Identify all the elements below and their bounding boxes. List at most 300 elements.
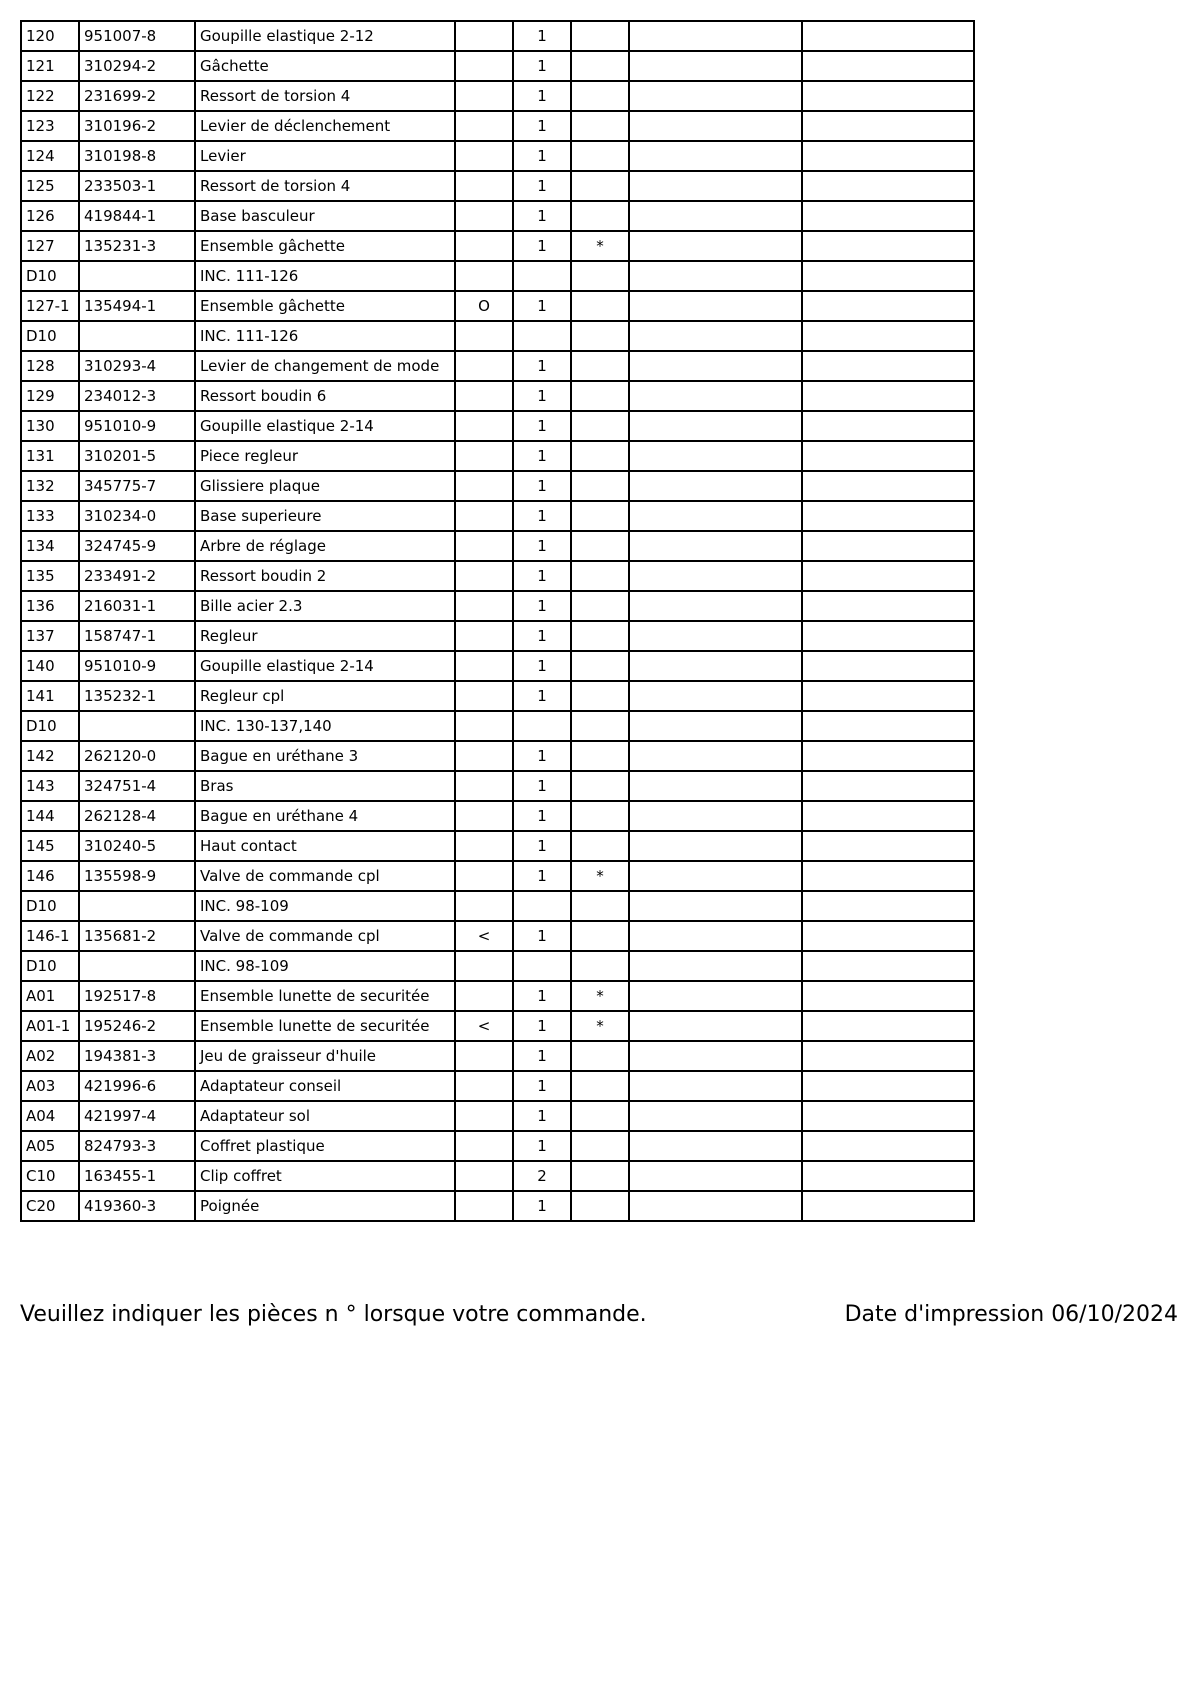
qty-cell: 1: [513, 681, 571, 711]
qty-cell: 1: [513, 141, 571, 171]
description-cell: Regleur: [195, 621, 455, 651]
part-no-cell: 135681-2: [79, 921, 195, 951]
note-cell: [455, 351, 513, 381]
description-cell: Valve de commande cpl: [195, 921, 455, 951]
description-cell: Bras: [195, 771, 455, 801]
part-no-cell: 324745-9: [79, 531, 195, 561]
mark-cell: [571, 741, 629, 771]
part-no-cell: 951010-9: [79, 651, 195, 681]
description-cell: Base basculeur: [195, 201, 455, 231]
item-no-cell: 141: [21, 681, 79, 711]
qty-cell: [513, 261, 571, 291]
note-cell: O: [455, 291, 513, 321]
table-row: [21, 381, 974, 411]
part-no-cell: 310201-5: [79, 441, 195, 471]
description-cell: Levier: [195, 141, 455, 171]
part-no-cell: 951010-9: [79, 411, 195, 441]
qty-cell: 1: [513, 81, 571, 111]
item-no-cell: C20: [21, 1191, 79, 1221]
extra-cell-1: [629, 771, 802, 801]
part-no-cell: 324751-4: [79, 771, 195, 801]
description-cell: Glissiere plaque: [195, 471, 455, 501]
extra-cell-1: [629, 741, 802, 771]
table-row: [21, 561, 974, 591]
mark-cell: [571, 831, 629, 861]
item-no-cell: 127: [21, 231, 79, 261]
part-no-cell: 234012-3: [79, 381, 195, 411]
part-no-cell: [79, 261, 195, 291]
table-row: [21, 891, 974, 921]
qty-cell: 1: [513, 741, 571, 771]
part-no-cell: [79, 711, 195, 741]
extra-cell-2: [802, 381, 974, 411]
description-cell: Ressort boudin 2: [195, 561, 455, 591]
note-cell: [455, 261, 513, 291]
extra-cell-1: [629, 111, 802, 141]
extra-cell-1: [629, 51, 802, 81]
mark-cell: *: [571, 231, 629, 261]
extra-cell-1: [629, 711, 802, 741]
qty-cell: 1: [513, 621, 571, 651]
note-cell: <: [455, 1011, 513, 1041]
qty-cell: 1: [513, 561, 571, 591]
qty-cell: 1: [513, 1071, 571, 1101]
table-row: [21, 141, 974, 171]
qty-cell: 1: [513, 1011, 571, 1041]
extra-cell-2: [802, 831, 974, 861]
qty-cell: 1: [513, 291, 571, 321]
table-row: [21, 651, 974, 681]
item-no-cell: 120: [21, 21, 79, 51]
extra-cell-2: [802, 201, 974, 231]
description-cell: Haut contact: [195, 831, 455, 861]
description-cell: Goupille elastique 2-14: [195, 411, 455, 441]
note-cell: [455, 951, 513, 981]
item-no-cell: 136: [21, 591, 79, 621]
mark-cell: [571, 801, 629, 831]
part-no-cell: 345775-7: [79, 471, 195, 501]
mark-cell: [571, 891, 629, 921]
extra-cell-2: [802, 51, 974, 81]
extra-cell-1: [629, 81, 802, 111]
part-no-cell: 135598-9: [79, 861, 195, 891]
table-row: [21, 921, 974, 951]
qty-cell: 1: [513, 231, 571, 261]
mark-cell: [571, 51, 629, 81]
description-cell: Coffret plastique: [195, 1131, 455, 1161]
note-cell: [455, 1071, 513, 1101]
part-no-cell: 310198-8: [79, 141, 195, 171]
part-no-cell: [79, 951, 195, 981]
table-row: [21, 951, 974, 981]
table-row: [21, 681, 974, 711]
item-no-cell: 128: [21, 351, 79, 381]
part-no-cell: 158747-1: [79, 621, 195, 651]
qty-cell: [513, 891, 571, 921]
description-cell: Ensemble lunette de securitée: [195, 981, 455, 1011]
table-row: [21, 1131, 974, 1161]
extra-cell-2: [802, 891, 974, 921]
part-no-cell: 824793-3: [79, 1131, 195, 1161]
qty-cell: 1: [513, 201, 571, 231]
note-cell: [455, 591, 513, 621]
extra-cell-2: [802, 861, 974, 891]
part-no-cell: 310294-2: [79, 51, 195, 81]
item-no-cell: A05: [21, 1131, 79, 1161]
note-cell: [455, 531, 513, 561]
table-row: [21, 1011, 974, 1041]
extra-cell-1: [629, 1191, 802, 1221]
item-no-cell: D10: [21, 261, 79, 291]
note-cell: [455, 471, 513, 501]
part-no-cell: 310196-2: [79, 111, 195, 141]
mark-cell: [571, 711, 629, 741]
note-cell: [455, 51, 513, 81]
description-cell: Base superieure: [195, 501, 455, 531]
note-cell: [455, 501, 513, 531]
table-row: [21, 471, 974, 501]
qty-cell: 2: [513, 1161, 571, 1191]
note-cell: [455, 831, 513, 861]
part-no-cell: 419360-3: [79, 1191, 195, 1221]
description-cell: Levier de déclenchement: [195, 111, 455, 141]
extra-cell-1: [629, 831, 802, 861]
part-no-cell: 194381-3: [79, 1041, 195, 1071]
item-no-cell: 123: [21, 111, 79, 141]
note-cell: [455, 801, 513, 831]
print-date: Date d'impression 06/10/2024: [844, 1302, 1178, 1327]
part-no-cell: 310240-5: [79, 831, 195, 861]
item-no-cell: D10: [21, 711, 79, 741]
note-cell: [455, 321, 513, 351]
mark-cell: [571, 621, 629, 651]
description-cell: Poignée: [195, 1191, 455, 1221]
description-cell: Ressort de torsion 4: [195, 171, 455, 201]
extra-cell-2: [802, 1011, 974, 1041]
table-row: [21, 591, 974, 621]
mark-cell: [571, 591, 629, 621]
qty-cell: 1: [513, 591, 571, 621]
table-row: [21, 861, 974, 891]
qty-cell: [513, 711, 571, 741]
note-cell: [455, 81, 513, 111]
extra-cell-2: [802, 591, 974, 621]
note-cell: [455, 1191, 513, 1221]
item-no-cell: 125: [21, 171, 79, 201]
qty-cell: 1: [513, 111, 571, 141]
qty-cell: 1: [513, 1191, 571, 1221]
item-no-cell: 130: [21, 411, 79, 441]
part-no-cell: 233503-1: [79, 171, 195, 201]
mark-cell: *: [571, 1011, 629, 1041]
extra-cell-1: [629, 921, 802, 951]
extra-cell-2: [802, 21, 974, 51]
extra-cell-2: [802, 321, 974, 351]
extra-cell-1: [629, 351, 802, 381]
extra-cell-2: [802, 291, 974, 321]
item-no-cell: 129: [21, 381, 79, 411]
qty-cell: 1: [513, 411, 571, 441]
mark-cell: *: [571, 861, 629, 891]
part-no-cell: 310234-0: [79, 501, 195, 531]
extra-cell-2: [802, 921, 974, 951]
qty-cell: 1: [513, 921, 571, 951]
table-row: [21, 1101, 974, 1131]
mark-cell: [571, 291, 629, 321]
table-row: [21, 801, 974, 831]
description-cell: Piece regleur: [195, 441, 455, 471]
mark-cell: [571, 1071, 629, 1101]
qty-cell: 1: [513, 831, 571, 861]
extra-cell-2: [802, 801, 974, 831]
extra-cell-1: [629, 141, 802, 171]
extra-cell-1: [629, 501, 802, 531]
qty-cell: 1: [513, 531, 571, 561]
part-no-cell: 262120-0: [79, 741, 195, 771]
part-no-cell: 135232-1: [79, 681, 195, 711]
part-no-cell: 262128-4: [79, 801, 195, 831]
note-cell: [455, 201, 513, 231]
mark-cell: [571, 1161, 629, 1191]
table-row: [21, 111, 974, 141]
table-row: [21, 51, 974, 81]
item-no-cell: 124: [21, 141, 79, 171]
extra-cell-2: [802, 81, 974, 111]
table-row: [21, 291, 974, 321]
note-cell: [455, 171, 513, 201]
extra-cell-1: [629, 681, 802, 711]
description-cell: Valve de commande cpl: [195, 861, 455, 891]
mark-cell: [571, 261, 629, 291]
item-no-cell: 145: [21, 831, 79, 861]
mark-cell: [571, 81, 629, 111]
part-no-cell: [79, 891, 195, 921]
extra-cell-1: [629, 531, 802, 561]
mark-cell: [571, 381, 629, 411]
note-cell: [455, 771, 513, 801]
extra-cell-2: [802, 561, 974, 591]
note-cell: [455, 1101, 513, 1131]
item-no-cell: 142: [21, 741, 79, 771]
extra-cell-1: [629, 471, 802, 501]
table-row: [21, 1161, 974, 1191]
extra-cell-2: [802, 351, 974, 381]
item-no-cell: 143: [21, 771, 79, 801]
table-row: [21, 201, 974, 231]
mark-cell: [571, 1101, 629, 1131]
note-cell: [455, 711, 513, 741]
qty-cell: 1: [513, 651, 571, 681]
mark-cell: [571, 21, 629, 51]
part-no-cell: 135494-1: [79, 291, 195, 321]
extra-cell-2: [802, 681, 974, 711]
description-cell: Goupille elastique 2-12: [195, 21, 455, 51]
part-no-cell: 216031-1: [79, 591, 195, 621]
table-row: [21, 261, 974, 291]
mark-cell: [571, 441, 629, 471]
item-no-cell: 131: [21, 441, 79, 471]
table-row: [21, 1191, 974, 1221]
qty-cell: [513, 321, 571, 351]
note-cell: [455, 681, 513, 711]
table-row: [21, 831, 974, 861]
item-no-cell: 134: [21, 531, 79, 561]
extra-cell-2: [802, 471, 974, 501]
extra-cell-1: [629, 1101, 802, 1131]
extra-cell-1: [629, 561, 802, 591]
extra-cell-2: [802, 171, 974, 201]
parts-table: [20, 20, 975, 1222]
item-no-cell: 132: [21, 471, 79, 501]
note-cell: <: [455, 921, 513, 951]
qty-cell: 1: [513, 51, 571, 81]
extra-cell-1: [629, 951, 802, 981]
description-cell: Levier de changement de mode: [195, 351, 455, 381]
description-cell: Bague en uréthane 3: [195, 741, 455, 771]
note-cell: [455, 141, 513, 171]
order-instruction-note: Veuillez indiquer les pièces n ° lorsque votre commande.: [20, 1302, 647, 1327]
note-cell: [455, 981, 513, 1011]
extra-cell-2: [802, 441, 974, 471]
extra-cell-1: [629, 201, 802, 231]
extra-cell-1: [629, 591, 802, 621]
table-row: [21, 621, 974, 651]
part-no-cell: 421997-4: [79, 1101, 195, 1131]
description-cell: Arbre de réglage: [195, 531, 455, 561]
mark-cell: [571, 501, 629, 531]
qty-cell: 1: [513, 1101, 571, 1131]
note-cell: [455, 441, 513, 471]
part-no-cell: 135231-3: [79, 231, 195, 261]
extra-cell-1: [629, 321, 802, 351]
extra-cell-1: [629, 891, 802, 921]
extra-cell-2: [802, 651, 974, 681]
description-cell: Adaptateur conseil: [195, 1071, 455, 1101]
extra-cell-2: [802, 531, 974, 561]
part-no-cell: 951007-8: [79, 21, 195, 51]
note-cell: [455, 651, 513, 681]
table-row: [21, 81, 974, 111]
extra-cell-1: [629, 981, 802, 1011]
qty-cell: 1: [513, 1041, 571, 1071]
qty-cell: [513, 951, 571, 981]
table-row: [21, 321, 974, 351]
description-cell: INC. 98-109: [195, 951, 455, 981]
item-no-cell: D10: [21, 951, 79, 981]
mark-cell: [571, 651, 629, 681]
extra-cell-1: [629, 261, 802, 291]
description-cell: INC. 111-126: [195, 261, 455, 291]
part-no-cell: 421996-6: [79, 1071, 195, 1101]
description-cell: Clip coffret: [195, 1161, 455, 1191]
extra-cell-1: [629, 411, 802, 441]
extra-cell-2: [802, 621, 974, 651]
mark-cell: [571, 171, 629, 201]
mark-cell: [571, 141, 629, 171]
table-row: [21, 741, 974, 771]
extra-cell-2: [802, 981, 974, 1011]
table-row: [21, 441, 974, 471]
note-cell: [455, 231, 513, 261]
extra-cell-2: [802, 1161, 974, 1191]
note-cell: [455, 21, 513, 51]
description-cell: Regleur cpl: [195, 681, 455, 711]
qty-cell: 1: [513, 21, 571, 51]
extra-cell-2: [802, 231, 974, 261]
description-cell: Ensemble lunette de securitée: [195, 1011, 455, 1041]
item-no-cell: A04: [21, 1101, 79, 1131]
extra-cell-1: [629, 1071, 802, 1101]
extra-cell-1: [629, 861, 802, 891]
mark-cell: [571, 561, 629, 591]
qty-cell: 1: [513, 171, 571, 201]
table-row: [21, 1041, 974, 1071]
mark-cell: [571, 921, 629, 951]
item-no-cell: 137: [21, 621, 79, 651]
description-cell: Jeu de graisseur d'huile: [195, 1041, 455, 1071]
extra-cell-2: [802, 141, 974, 171]
table-row: [21, 171, 974, 201]
extra-cell-1: [629, 21, 802, 51]
description-cell: Adaptateur sol: [195, 1101, 455, 1131]
mark-cell: [571, 321, 629, 351]
note-cell: [455, 891, 513, 921]
description-cell: Ensemble gâchette: [195, 291, 455, 321]
qty-cell: 1: [513, 801, 571, 831]
extra-cell-2: [802, 1071, 974, 1101]
note-cell: [455, 411, 513, 441]
extra-cell-1: [629, 621, 802, 651]
item-no-cell: 146-1: [21, 921, 79, 951]
description-cell: Gâchette: [195, 51, 455, 81]
table-row: [21, 981, 974, 1011]
extra-cell-1: [629, 231, 802, 261]
item-no-cell: 126: [21, 201, 79, 231]
extra-cell-2: [802, 111, 974, 141]
qty-cell: 1: [513, 471, 571, 501]
part-no-cell: 310293-4: [79, 351, 195, 381]
note-cell: [455, 381, 513, 411]
mark-cell: [571, 1191, 629, 1221]
qty-cell: 1: [513, 771, 571, 801]
extra-cell-2: [802, 411, 974, 441]
extra-cell-1: [629, 381, 802, 411]
mark-cell: [571, 951, 629, 981]
extra-cell-1: [629, 171, 802, 201]
table-row: [21, 411, 974, 441]
qty-cell: 1: [513, 351, 571, 381]
qty-cell: 1: [513, 981, 571, 1011]
mark-cell: *: [571, 981, 629, 1011]
extra-cell-2: [802, 1191, 974, 1221]
item-no-cell: 140: [21, 651, 79, 681]
qty-cell: 1: [513, 441, 571, 471]
item-no-cell: D10: [21, 321, 79, 351]
note-cell: [455, 741, 513, 771]
table-row: [21, 231, 974, 261]
table-row: [21, 531, 974, 561]
mark-cell: [571, 471, 629, 501]
qty-cell: 1: [513, 1131, 571, 1161]
extra-cell-2: [802, 1101, 974, 1131]
description-cell: Ensemble gâchette: [195, 231, 455, 261]
extra-cell-1: [629, 441, 802, 471]
extra-cell-1: [629, 291, 802, 321]
note-cell: [455, 561, 513, 591]
item-no-cell: 127-1: [21, 291, 79, 321]
item-no-cell: 144: [21, 801, 79, 831]
mark-cell: [571, 681, 629, 711]
